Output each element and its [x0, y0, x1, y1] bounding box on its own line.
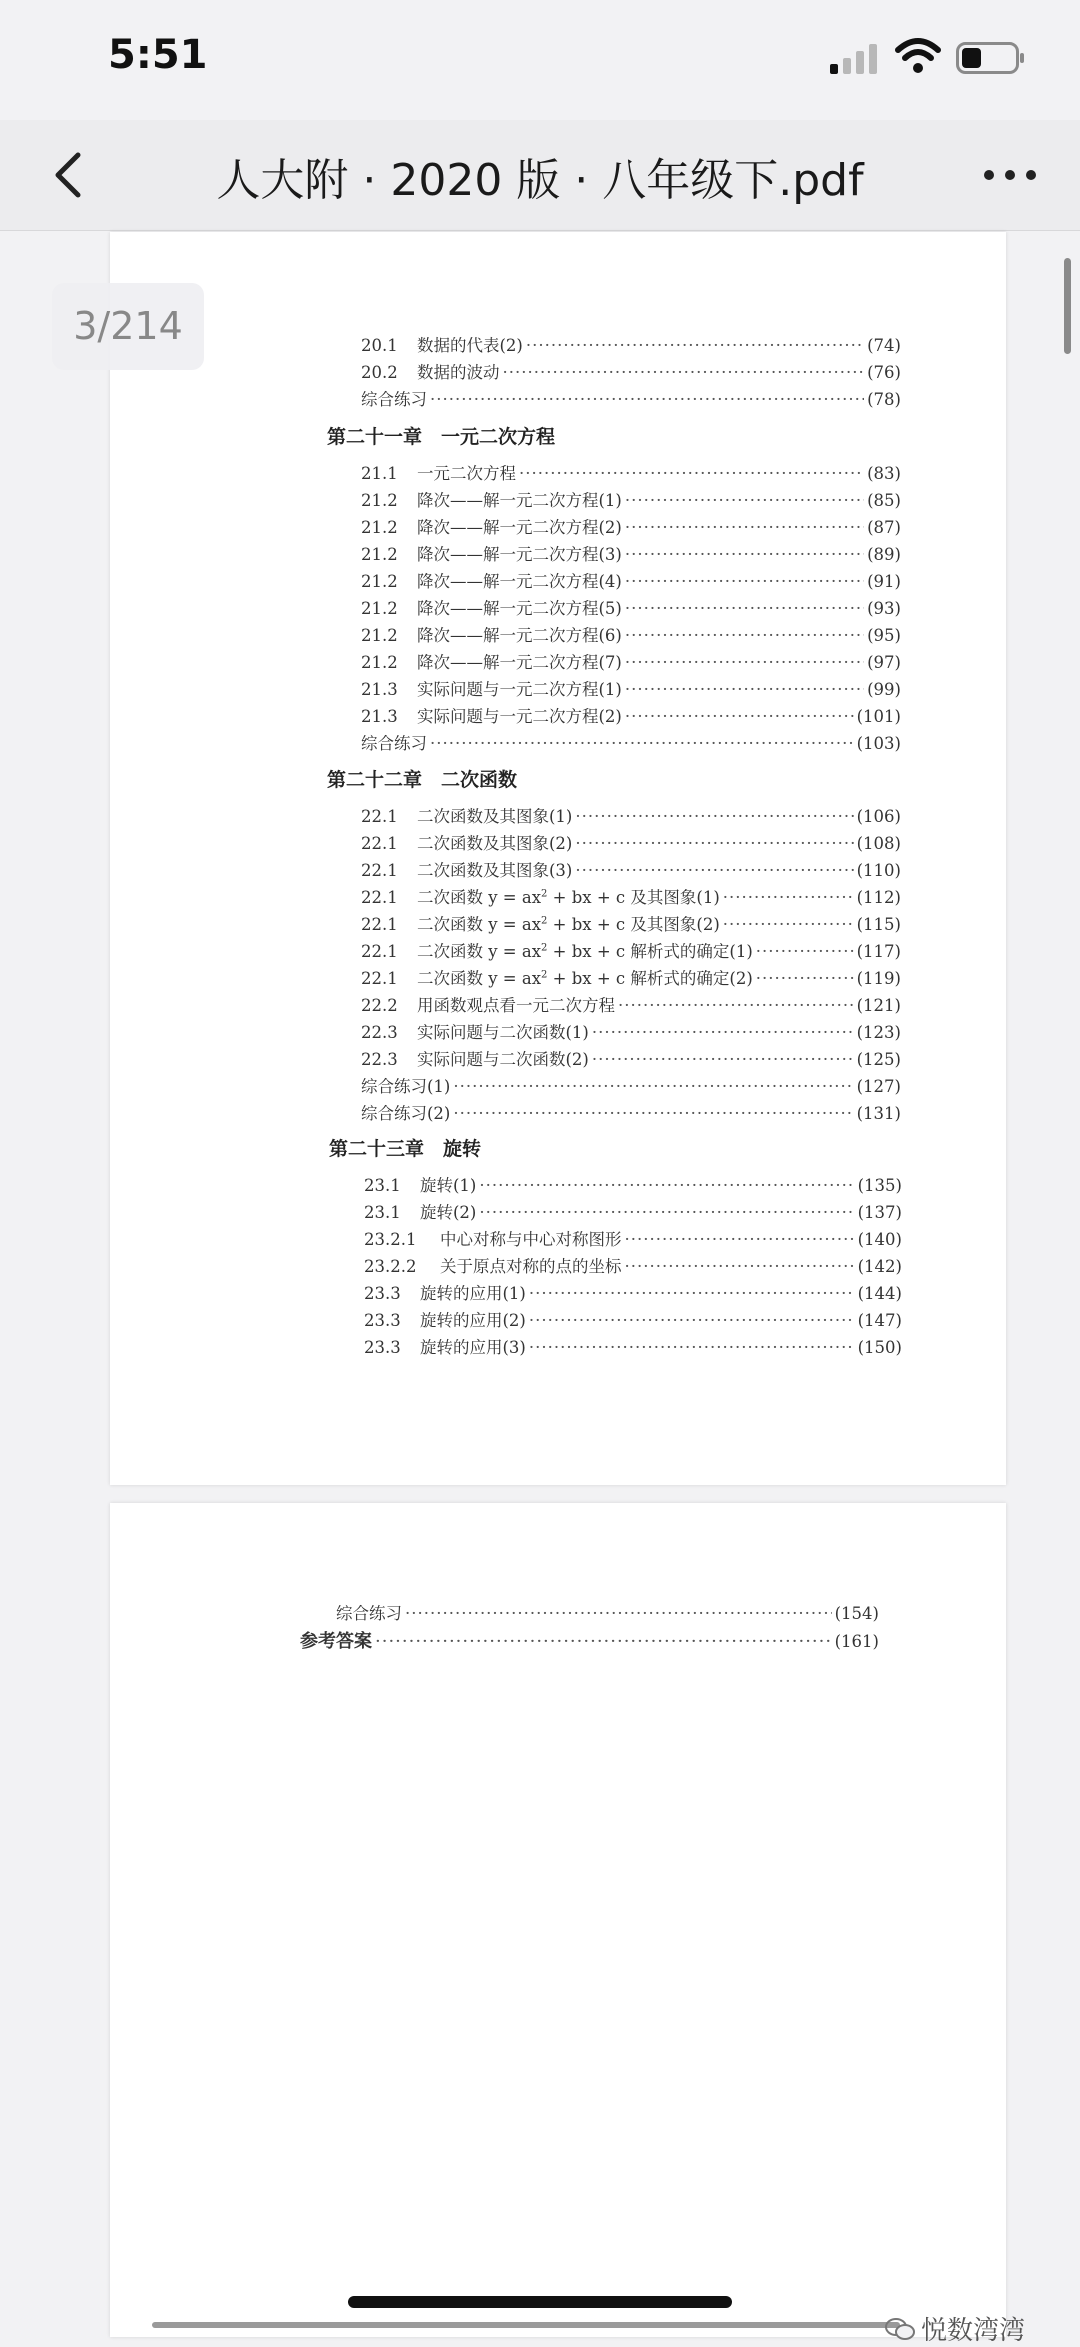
toc-entry-title: 综合练习(2): [361, 1104, 451, 1123]
toc-entry[interactable]: [364, 1307, 902, 1331]
toc-entry-page: (78): [867, 390, 901, 409]
toc-entry-number: 23.3: [364, 1338, 401, 1357]
toc-entry-title: [417, 911, 720, 935]
toc-leader: [625, 1230, 855, 1249]
toc-entry[interactable]: [361, 703, 901, 727]
toc-entry-title: [417, 884, 720, 908]
toc-entry-page: (154): [834, 1604, 879, 1623]
toc-entry-title: 旋转的应用(3): [420, 1338, 526, 1357]
toc-entry-title: 降次——解一元二次方程(6): [417, 626, 622, 645]
toc-entry-page: (135): [857, 1176, 902, 1195]
toc-entry-title: 综合练习: [336, 1604, 402, 1623]
toc-entry-page: (125): [856, 1050, 901, 1069]
toc-leader: [625, 653, 864, 672]
toc-entry[interactable]: [300, 1627, 879, 1651]
toc-entry-page: (101): [856, 707, 901, 726]
toc-entry[interactable]: [361, 1100, 901, 1124]
toc-leader: [479, 1203, 854, 1222]
toc-entry-title: 旋转的应用(2): [420, 1311, 526, 1330]
toc-leader: [625, 572, 864, 591]
table-of-contents: [110, 232, 1006, 1485]
watermark: [885, 2310, 1025, 2347]
chapter-heading[interactable]: 第二十二章 二次函数: [327, 769, 518, 791]
toc-entry-title: 二次函数及其图象(2): [417, 834, 573, 853]
toc-entry-number: 22.1: [361, 888, 398, 907]
toc-leader: [529, 1284, 855, 1303]
formula-text: + bx + c 及其图象(1): [547, 888, 720, 907]
toc-entry-number: 21.2: [361, 626, 398, 645]
toc-entry[interactable]: [361, 730, 901, 754]
toc-entry-number: 22.3: [361, 1050, 398, 1069]
toc-entry-page: (95): [867, 626, 901, 645]
toc-entry[interactable]: [361, 514, 901, 538]
toc-entry-title: 降次——解一元二次方程(7): [417, 653, 622, 672]
toc-entry[interactable]: [361, 1019, 901, 1043]
toc-entry-number: 22.1: [361, 861, 398, 880]
toc-leader: [592, 1023, 854, 1042]
toc-entry-page: (121): [856, 996, 901, 1015]
toc-entry-title: 降次——解一元二次方程(1): [417, 491, 622, 510]
toc-entry[interactable]: [361, 938, 901, 962]
toc-entry[interactable]: [336, 1600, 879, 1624]
superscript: 2: [541, 915, 548, 927]
toc-leader: [405, 1604, 832, 1623]
toc-leader: [453, 1077, 853, 1096]
toc-entry-number: 23.1: [364, 1176, 401, 1195]
toc-leader: [529, 1338, 855, 1357]
toc-entry-number: 21.3: [361, 680, 398, 699]
toc-leader: [625, 707, 854, 726]
status-bar: [0, 0, 1080, 120]
toc-entry-number: 21.2: [361, 545, 398, 564]
watermark-text: 悦数湾湾: [921, 2316, 1026, 2346]
toc-entry-number: 20.2: [361, 363, 398, 382]
toc-entry-page: (74): [867, 336, 901, 355]
toc-leader: [625, 491, 864, 510]
toc-leader: [756, 942, 854, 961]
vertical-scrollbar[interactable]: [1064, 258, 1071, 354]
toc-entry-number: 22.1: [361, 969, 398, 988]
toc-leader: [625, 518, 864, 537]
superscript: 2: [541, 888, 548, 900]
toc-entry-title: 降次——解一元二次方程(4): [417, 572, 622, 591]
toc-leader: [503, 363, 865, 382]
toc-entry[interactable]: [361, 857, 901, 881]
toc-entry-page: (115): [856, 915, 901, 934]
toc-entry-title: 降次——解一元二次方程(2): [417, 518, 622, 537]
toc-entry-page: (144): [857, 1284, 902, 1303]
toc-entry-page: (147): [857, 1311, 902, 1330]
toc-entry-title: 旋转的应用(1): [420, 1284, 526, 1303]
toc-entry[interactable]: [361, 803, 901, 827]
toc-entry-title: 数据的代表(2): [417, 336, 523, 355]
toc-entry[interactable]: [361, 541, 901, 565]
toc-entry-page: (106): [856, 807, 901, 826]
toc-entry[interactable]: [364, 1253, 902, 1277]
toc-entry[interactable]: [361, 487, 901, 511]
toc-entry[interactable]: [361, 595, 901, 619]
toc-leader: [519, 464, 864, 483]
toc-entry-number: 21.2: [361, 572, 398, 591]
toc-entry[interactable]: [361, 359, 901, 383]
toc-leader: [625, 626, 864, 645]
superscript: 2: [541, 969, 548, 981]
formula-text: 二次函数 y = ax: [417, 969, 542, 988]
toc-entry-page: (108): [856, 834, 901, 853]
horizontal-scrollbar[interactable]: [152, 2322, 900, 2328]
toc-entry-page: (140): [857, 1230, 902, 1249]
formula-text: 二次函数 y = ax: [417, 942, 542, 961]
toc-entry[interactable]: [361, 676, 901, 700]
toc-leader: [723, 888, 854, 907]
toc-entry-number: 20.1: [361, 336, 398, 355]
home-indicator[interactable]: [348, 2296, 732, 2308]
toc-leader: [526, 336, 864, 355]
toc-leader: [625, 680, 864, 699]
toc-leader: [430, 734, 854, 753]
formula-text: 二次函数 y = ax: [417, 915, 542, 934]
formula-text: + bx + c 及其图象(2): [547, 915, 720, 934]
more-options-icon[interactable]: [975, 150, 1045, 200]
toc-entry[interactable]: [361, 830, 901, 854]
toc-entry-page: (76): [867, 363, 901, 382]
toc-entry-title: 综合练习: [361, 734, 427, 753]
toc-entry[interactable]: [364, 1172, 902, 1196]
toc-entry[interactable]: [361, 911, 901, 935]
status-time: 5:51: [108, 32, 208, 78]
toc-entry-title: 降次——解一元二次方程(3): [417, 545, 622, 564]
toc-entry-page: (103): [856, 734, 901, 753]
toc-entry-title: 中心对称与中心对称图形: [440, 1230, 622, 1249]
toc-entry-page: (142): [857, 1257, 902, 1276]
pdf-page: [110, 1503, 1006, 2337]
toc-entry-title: 用函数观点看一元二次方程: [417, 996, 615, 1015]
toc-leader: [430, 390, 864, 409]
toc-leader: [723, 915, 854, 934]
formula-text: + bx + c 解析式的确定(1): [547, 942, 753, 961]
toc-entry-number: 21.1: [361, 464, 398, 483]
toc-entry-title: 二次函数及其图象(3): [417, 861, 573, 880]
toc-leader: [453, 1104, 853, 1123]
toc-entry-page: (131): [856, 1104, 901, 1123]
toc-leader: [375, 1631, 832, 1652]
toc-entry[interactable]: [364, 1226, 902, 1250]
toc-entry-page: (85): [867, 491, 901, 510]
toc-entry-title: [417, 965, 753, 989]
toc-entry-title: 参考答案: [300, 1631, 372, 1652]
toc-entry-title: 实际问题与二次函数(2): [417, 1050, 589, 1069]
chapter-heading[interactable]: 第二十一章 一元二次方程: [327, 426, 556, 448]
toc-entry[interactable]: [361, 568, 901, 592]
toc-entry-page: (161): [834, 1632, 879, 1651]
toc-leader: [592, 1050, 854, 1069]
formula-text: 二次函数 y = ax: [417, 888, 542, 907]
toc-entry-number: 23.2.2: [364, 1257, 417, 1276]
superscript: 2: [541, 942, 548, 954]
toc-entry[interactable]: [364, 1280, 902, 1304]
document-title: 人大附 · 2020 版 · 八年级下.pdf: [216, 155, 864, 206]
toc-entry-number: 23.1: [364, 1203, 401, 1222]
toc-entry-page: (91): [867, 572, 901, 591]
toc-entry[interactable]: [361, 460, 901, 484]
toc-entry-title: 一元二次方程: [417, 464, 516, 483]
toc-entry-page: (97): [867, 653, 901, 672]
toc-entry-number: 21.2: [361, 653, 398, 672]
toc-entry-number: 22.1: [361, 915, 398, 934]
toc-entry-title: 实际问题与一元二次方程(2): [417, 707, 622, 726]
toc-entry-title: 二次函数及其图象(1): [417, 807, 573, 826]
toc-entry-number: 21.2: [361, 491, 398, 510]
toc-entry-number: 22.1: [361, 834, 398, 853]
pdf-page: [110, 232, 1006, 1485]
cellular-signal-icon: [830, 44, 880, 74]
toc-entry[interactable]: [361, 965, 901, 989]
toc-entry[interactable]: [364, 1199, 902, 1223]
toc-entry-page: (112): [856, 888, 901, 907]
toc-entry-page: (137): [857, 1203, 902, 1222]
toc-entry-page: (123): [856, 1023, 901, 1042]
toc-entry[interactable]: [364, 1334, 902, 1358]
toc-entry[interactable]: [361, 649, 901, 673]
toc-entry-title: 旋转(1): [420, 1176, 477, 1195]
toc-entry-number: 21.2: [361, 599, 398, 618]
toc-leader: [529, 1311, 855, 1330]
formula-text: + bx + c 解析式的确定(2): [547, 969, 753, 988]
toc-entry-title: 数据的波动: [417, 363, 500, 382]
toc-entry-title: 降次——解一元二次方程(5): [417, 599, 622, 618]
toc-entry-title: 关于原点对称的点的坐标: [440, 1257, 622, 1276]
toc-entry-number: 21.2: [361, 518, 398, 537]
page-indicator[interactable]: 3/214: [52, 283, 204, 370]
toc-entry-page: (93): [867, 599, 901, 618]
toc-leader: [575, 861, 853, 880]
toc-entry-page: (83): [867, 464, 901, 483]
toc-entry-number: 21.3: [361, 707, 398, 726]
toc-entry-page: (117): [856, 942, 901, 961]
toc-leader: [625, 599, 864, 618]
toc-entry-page: (99): [867, 680, 901, 699]
toc-entry[interactable]: [361, 1073, 901, 1097]
toc-entry-number: 22.2: [361, 996, 398, 1015]
table-of-contents: [110, 1503, 1006, 2337]
toc-leader: [618, 996, 854, 1015]
wifi-icon: [895, 38, 941, 74]
wechat-icon: [885, 2316, 915, 2342]
toc-leader: [625, 1257, 855, 1276]
toc-entry-number: 22.3: [361, 1023, 398, 1042]
toc-entry-page: (89): [867, 545, 901, 564]
battery-icon: [956, 42, 1026, 74]
toc-entry-page: (87): [867, 518, 901, 537]
toc-entry[interactable]: [361, 332, 901, 356]
toc-entry-title: 旋转(2): [420, 1203, 477, 1222]
chapter-heading[interactable]: 第二十三章 旋转: [329, 1138, 482, 1160]
toc-entry[interactable]: [361, 992, 901, 1016]
toc-entry-number: 22.1: [361, 807, 398, 826]
toc-entry-number: 23.2.1: [364, 1230, 417, 1249]
back-chevron-icon[interactable]: [40, 145, 100, 205]
toc-entry[interactable]: [361, 386, 901, 410]
toc-leader: [479, 1176, 854, 1195]
toc-leader: [625, 545, 864, 564]
toc-entry[interactable]: [361, 1046, 901, 1070]
toc-entry-page: (127): [856, 1077, 901, 1096]
toc-leader: [575, 807, 853, 826]
toc-entry[interactable]: [361, 884, 901, 908]
toc-entry-number: 23.3: [364, 1284, 401, 1303]
toc-entry-title: 综合练习(1): [361, 1077, 451, 1096]
toc-entry-title: [417, 938, 753, 962]
toc-entry-title: 综合练习: [361, 390, 427, 409]
toc-entry-page: (150): [857, 1338, 902, 1357]
toc-entry-number: 23.3: [364, 1311, 401, 1330]
toc-entry-title: 实际问题与一元二次方程(1): [417, 680, 622, 699]
toc-entry[interactable]: [361, 622, 901, 646]
toc-entry-title: 实际问题与二次函数(1): [417, 1023, 589, 1042]
toc-entry-page: (119): [856, 969, 901, 988]
toc-entry-page: (110): [856, 861, 901, 880]
toc-leader: [756, 969, 854, 988]
toc-entry-number: 22.1: [361, 942, 398, 961]
nav-bar: [0, 120, 1080, 231]
toc-leader: [575, 834, 853, 853]
